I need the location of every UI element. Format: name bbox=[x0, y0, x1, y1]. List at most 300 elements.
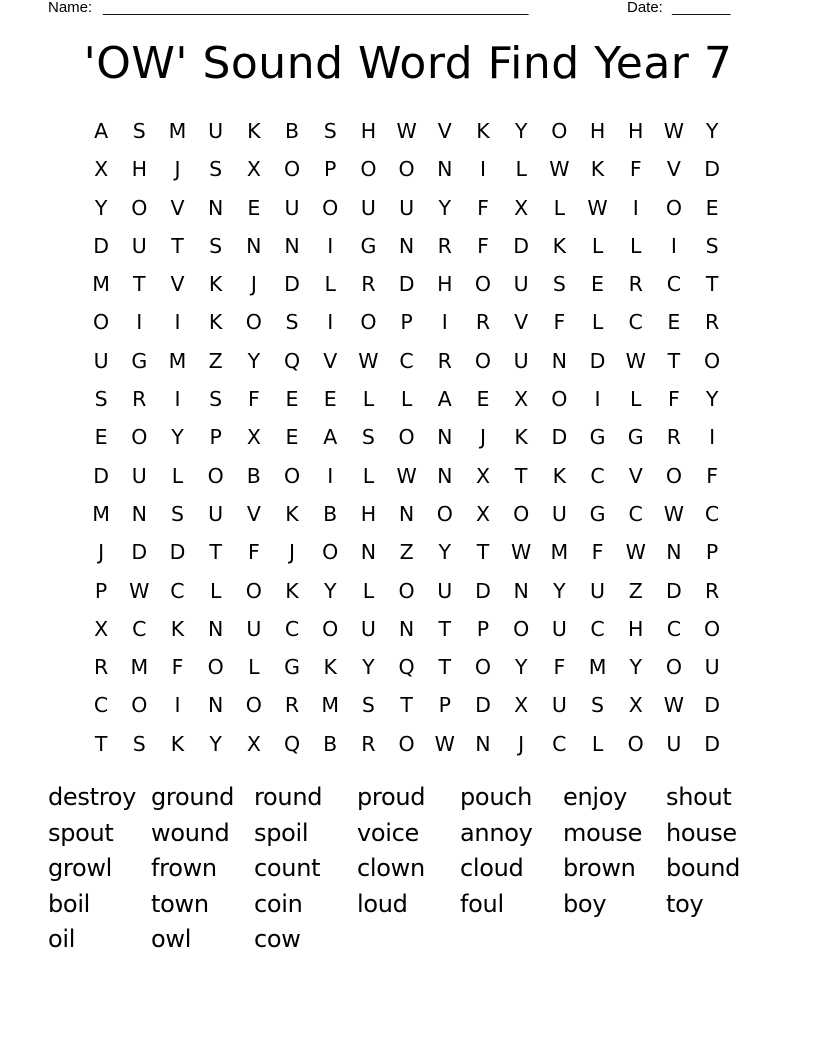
grid-letter: F bbox=[247, 387, 260, 412]
grid-letter: M bbox=[550, 540, 569, 565]
word-list-item: voice bbox=[357, 818, 420, 847]
word-list bbox=[48, 780, 769, 958]
grid-letter: D bbox=[666, 578, 682, 603]
grid-letter: R bbox=[284, 693, 300, 718]
grid-letter: H bbox=[360, 501, 377, 526]
grid-letter: W bbox=[511, 540, 532, 565]
word-list-item: oil bbox=[48, 925, 76, 954]
grid-letter: E bbox=[476, 387, 490, 412]
grid-letter: G bbox=[284, 655, 300, 680]
grid-letter: X bbox=[246, 425, 261, 450]
grid-letter: J bbox=[518, 731, 525, 756]
grid-letter: Y bbox=[323, 578, 337, 603]
grid-letter: U bbox=[360, 616, 376, 641]
page-title: 'OW' Sound Word Find Year 7 bbox=[83, 38, 733, 89]
grid-letter: Y bbox=[514, 655, 528, 680]
grid-letter: L bbox=[324, 272, 336, 297]
grid-letter: O bbox=[665, 195, 682, 220]
grid-letter: C bbox=[704, 501, 720, 526]
grid-letter: X bbox=[514, 693, 529, 718]
grid-letter: X bbox=[628, 693, 643, 718]
grid-letter: S bbox=[361, 425, 375, 450]
grid-letter: N bbox=[666, 540, 682, 565]
grid-letter: O bbox=[665, 655, 682, 680]
grid-letter: O bbox=[322, 540, 339, 565]
grid-letter: K bbox=[285, 578, 299, 603]
grid-letter: U bbox=[208, 501, 224, 526]
grid-letter: R bbox=[361, 731, 376, 756]
grid-letter: F bbox=[171, 655, 184, 680]
grid-letter: F bbox=[477, 195, 489, 220]
grid-letter: I bbox=[136, 310, 143, 335]
grid-letter: Q bbox=[283, 348, 301, 373]
grid-letter: K bbox=[170, 616, 185, 641]
grid-letter: P bbox=[400, 310, 413, 335]
grid-letter: D bbox=[131, 540, 148, 565]
grid-letter: L bbox=[362, 463, 375, 488]
grid-letter: S bbox=[209, 387, 223, 412]
grid-letter: K bbox=[208, 310, 223, 335]
grid-letter: R bbox=[704, 310, 720, 335]
grid-letter: W bbox=[129, 578, 150, 603]
grid-letter: G bbox=[360, 233, 377, 258]
grid-letter: O bbox=[398, 425, 415, 450]
grid-letter: Y bbox=[94, 195, 108, 220]
grid-letter: M bbox=[92, 501, 110, 526]
grid-letter: D bbox=[589, 348, 606, 373]
grid-letter: L bbox=[171, 463, 184, 488]
grid-letter: J bbox=[289, 540, 296, 565]
grid-letter: C bbox=[284, 616, 300, 641]
grid-letter: Z bbox=[628, 578, 643, 603]
grid-letter: O bbox=[474, 272, 492, 297]
grid-letter: F bbox=[477, 233, 489, 258]
grid-letter: O bbox=[474, 655, 492, 680]
grid-letter: O bbox=[245, 693, 262, 718]
word-list-item: owl bbox=[151, 925, 192, 954]
grid-letter: D bbox=[704, 693, 720, 718]
grid-letter: V bbox=[246, 501, 261, 526]
grid-letter: O bbox=[398, 731, 415, 756]
grid-letter: R bbox=[361, 272, 376, 297]
grid-letter: G bbox=[627, 425, 644, 450]
grid-letter: O bbox=[398, 157, 415, 182]
grid-letter: L bbox=[591, 310, 604, 335]
date-label: Date: bbox=[627, 0, 663, 16]
grid-letter: S bbox=[209, 233, 223, 258]
grid-letter: M bbox=[168, 348, 187, 373]
word-list-item: destroy bbox=[48, 783, 137, 811]
grid-letter: W bbox=[663, 693, 685, 718]
grid-letter: Z bbox=[208, 348, 223, 373]
grid-letter: S bbox=[285, 310, 299, 335]
grid-letter: K bbox=[514, 425, 528, 450]
grid-letter: M bbox=[168, 119, 187, 143]
grid-letter: C bbox=[170, 578, 185, 603]
grid-letter: C bbox=[399, 348, 414, 373]
grid-letter: L bbox=[400, 387, 413, 412]
grid-letter: O bbox=[627, 731, 644, 756]
word-list-item: town bbox=[151, 889, 209, 918]
word-list-item: brown bbox=[563, 854, 636, 883]
grid-letter: S bbox=[705, 233, 719, 258]
grid-letter: O bbox=[283, 157, 301, 182]
grid-letter: O bbox=[322, 195, 339, 220]
grid-letter: E bbox=[94, 425, 108, 450]
grid-letter: N bbox=[246, 233, 262, 258]
word-list-item: ground bbox=[151, 783, 235, 811]
grid-letter: X bbox=[514, 387, 529, 412]
grid-letter: J bbox=[250, 272, 257, 297]
grid-letter: P bbox=[438, 693, 451, 718]
word-list-item: pouch bbox=[460, 783, 533, 811]
grid-letter: U bbox=[704, 655, 720, 680]
grid-letter: O bbox=[131, 693, 148, 718]
grid-letter: N bbox=[284, 233, 300, 258]
grid-letter: D bbox=[704, 731, 720, 756]
grid-letter: I bbox=[174, 310, 181, 335]
grid-letter: L bbox=[591, 233, 604, 258]
grid-letter: W bbox=[663, 119, 685, 143]
grid-letter: O bbox=[131, 195, 148, 220]
grid-letter: L bbox=[362, 387, 375, 412]
grid-letter: C bbox=[590, 463, 605, 488]
grid-letter: D bbox=[284, 272, 300, 297]
grid-letter: P bbox=[705, 540, 719, 565]
grid-letter: A bbox=[94, 119, 109, 143]
grid-letter: F bbox=[553, 310, 566, 335]
grid-letter: T bbox=[514, 463, 528, 488]
grid-letter: O bbox=[704, 348, 721, 373]
grid-letter: I bbox=[670, 233, 677, 258]
grid-letter: R bbox=[666, 425, 682, 450]
grid-letter: M bbox=[321, 693, 340, 718]
grid-letter: W bbox=[587, 195, 608, 220]
grid-letter: J bbox=[174, 157, 181, 182]
grid-letter: C bbox=[552, 731, 567, 756]
grid-letter: O bbox=[360, 157, 377, 182]
grid-letter: C bbox=[628, 501, 643, 526]
grid-letter: N bbox=[207, 693, 224, 718]
grid-letter: Y bbox=[705, 119, 719, 143]
grid-letter: I bbox=[594, 387, 601, 412]
grid-letter: X bbox=[246, 731, 261, 756]
grid-letter: T bbox=[133, 272, 146, 297]
grid-letter: E bbox=[285, 425, 299, 450]
grid-letter: T bbox=[667, 348, 681, 373]
grid-letter: N bbox=[131, 501, 147, 526]
word-list-item: bound bbox=[666, 854, 741, 883]
word-list-item: wound bbox=[151, 818, 230, 847]
grid-letter: S bbox=[552, 272, 566, 297]
grid-letter: S bbox=[323, 119, 337, 143]
grid-letter: R bbox=[437, 233, 452, 258]
grid-letter: D bbox=[398, 272, 415, 297]
grid-letter: U bbox=[131, 233, 147, 258]
grid-letter: L bbox=[362, 578, 375, 603]
grid-letter: W bbox=[625, 540, 646, 565]
grid-letter: V bbox=[323, 348, 338, 373]
grid-letter: R bbox=[93, 655, 109, 680]
grid-letter: Y bbox=[171, 425, 184, 450]
grid-letter: K bbox=[247, 119, 261, 143]
grid-letter: O bbox=[474, 348, 492, 373]
word-list-item: boy bbox=[563, 889, 607, 918]
grid-letter: G bbox=[131, 348, 148, 373]
grid-letter: N bbox=[398, 501, 415, 526]
grid-letter: X bbox=[94, 157, 109, 182]
grid-letter: P bbox=[476, 616, 490, 641]
grid-letter: K bbox=[476, 119, 490, 143]
grid-letter: U bbox=[360, 195, 376, 220]
grid-letter: C bbox=[666, 272, 682, 297]
grid-letter: R bbox=[704, 578, 720, 603]
grid-letter: L bbox=[553, 195, 566, 220]
grid-letter: I bbox=[632, 195, 639, 220]
grid-letter: E bbox=[247, 195, 261, 220]
header-line bbox=[48, 0, 748, 20]
grid-letter: S bbox=[209, 157, 223, 182]
grid-letter: R bbox=[437, 348, 452, 373]
word-list-item: spoil bbox=[254, 818, 309, 847]
grid-letter: Y bbox=[247, 348, 261, 373]
grid-letter: F bbox=[553, 655, 566, 680]
grid-letter: V bbox=[170, 195, 185, 220]
word-list-item: cow bbox=[254, 925, 301, 954]
word-list-item: cloud bbox=[460, 854, 524, 883]
grid-letter: J bbox=[98, 540, 105, 565]
grid-letter: O bbox=[207, 463, 224, 488]
grid-letter: Y bbox=[362, 655, 375, 680]
grid-letter: I bbox=[174, 693, 181, 718]
grid-letter: P bbox=[94, 578, 108, 603]
grid-letter: S bbox=[170, 501, 184, 526]
word-list-item: proud bbox=[357, 783, 426, 811]
grid-letter: U bbox=[437, 578, 453, 603]
grid-letter: N bbox=[437, 463, 453, 488]
grid-letter: T bbox=[400, 693, 413, 718]
grid-letter: U bbox=[284, 195, 300, 220]
grid-letter: K bbox=[552, 463, 567, 488]
grid-letter: N bbox=[437, 157, 453, 182]
grid-letter: D bbox=[704, 157, 720, 182]
grid-letter: D bbox=[475, 693, 491, 718]
grid-letter: W bbox=[396, 119, 417, 143]
grid-letter: C bbox=[666, 616, 682, 641]
grid-letter: X bbox=[246, 157, 261, 182]
grid-letter: F bbox=[668, 387, 680, 412]
grid-letter: S bbox=[361, 693, 375, 718]
word-list-item: foul bbox=[460, 889, 504, 918]
word-list-item: mouse bbox=[563, 818, 643, 847]
grid-letter: O bbox=[245, 310, 262, 335]
word-list-item: spout bbox=[48, 818, 114, 847]
grid-letter: O bbox=[704, 616, 721, 641]
grid-letter: U bbox=[399, 195, 415, 220]
grid-letter: L bbox=[248, 655, 260, 680]
grid-letter: B bbox=[246, 463, 261, 488]
grid-letter: U bbox=[246, 616, 262, 641]
grid-letter: Y bbox=[629, 655, 642, 680]
word-list-item: toy bbox=[666, 889, 704, 918]
grid-letter: W bbox=[625, 348, 646, 373]
grid-letter: L bbox=[209, 578, 222, 603]
grid-letter: B bbox=[323, 501, 338, 526]
grid-letter: H bbox=[131, 157, 147, 182]
word-list-item: coin bbox=[254, 889, 303, 918]
grid-letter: J bbox=[479, 425, 486, 450]
grid-letter: N bbox=[360, 540, 377, 565]
grid-letter: O bbox=[665, 463, 682, 488]
grid-letter: Y bbox=[438, 540, 452, 565]
grid-letter: O bbox=[93, 310, 110, 335]
grid-letter: T bbox=[705, 272, 719, 297]
grid-letter: V bbox=[514, 310, 529, 335]
grid-letter: K bbox=[170, 731, 185, 756]
grid-letter: Z bbox=[399, 540, 414, 565]
grid-letter: T bbox=[438, 655, 452, 680]
name-blank: ___________________________________________________ bbox=[103, 0, 529, 16]
grid-letter: D bbox=[93, 233, 109, 258]
grid-letter: I bbox=[327, 463, 334, 488]
word-list-item: boil bbox=[48, 889, 91, 918]
grid-letter: K bbox=[323, 655, 337, 680]
grid-letter: D bbox=[551, 425, 568, 450]
grid-letter: N bbox=[513, 578, 529, 603]
grid-letter: D bbox=[513, 233, 530, 258]
grid-letter: K bbox=[552, 233, 567, 258]
grid-letter: C bbox=[628, 310, 643, 335]
grid-letter: O bbox=[207, 655, 224, 680]
grid-letter: M bbox=[92, 272, 110, 297]
grid-letter: X bbox=[514, 195, 529, 220]
grid-letter: Y bbox=[438, 195, 452, 220]
grid-letter: E bbox=[705, 195, 719, 220]
word-list-item: round bbox=[254, 783, 323, 811]
grid-letter: E bbox=[323, 387, 337, 412]
name-label: Name: bbox=[48, 0, 93, 16]
grid-letter: V bbox=[666, 157, 681, 182]
grid-letter: S bbox=[132, 731, 146, 756]
word-list-item: growl bbox=[48, 854, 113, 883]
grid-letter: X bbox=[475, 501, 490, 526]
grid-letter: B bbox=[323, 731, 338, 756]
grid-letter: W bbox=[663, 501, 685, 526]
grid-letter: O bbox=[513, 616, 530, 641]
grid-letter: Q bbox=[283, 731, 301, 756]
grid-letter: B bbox=[284, 119, 300, 143]
grid-letter: M bbox=[588, 655, 607, 680]
grid-letter: E bbox=[591, 272, 604, 297]
grid-letter: E bbox=[667, 310, 681, 335]
grid-letter: F bbox=[706, 463, 718, 488]
grid-letter: D bbox=[93, 463, 109, 488]
grid-letter: D bbox=[475, 578, 491, 603]
grid-letter: U bbox=[551, 501, 567, 526]
grid-letter: R bbox=[628, 272, 643, 297]
grid-letter: A bbox=[323, 425, 338, 450]
grid-letter: T bbox=[209, 540, 222, 565]
grid-letter: O bbox=[513, 501, 530, 526]
grid-letter: C bbox=[132, 616, 147, 641]
grid-letter: F bbox=[629, 157, 642, 182]
grid-letter: O bbox=[436, 501, 453, 526]
grid-letter: T bbox=[94, 731, 108, 756]
word-list-item: frown bbox=[151, 854, 217, 883]
grid-letter: V bbox=[170, 272, 185, 297]
grid-letter: O bbox=[283, 463, 301, 488]
word-list-item: loud bbox=[357, 889, 408, 918]
grid-letter: X bbox=[94, 616, 109, 641]
grid-letter: S bbox=[94, 387, 108, 412]
grid-letter: U bbox=[93, 348, 109, 373]
grid-letter: N bbox=[437, 425, 453, 450]
grid-letter: F bbox=[591, 540, 604, 565]
grid-letter: U bbox=[551, 616, 567, 641]
grid-letter: O bbox=[551, 119, 568, 143]
word-list-item: annoy bbox=[460, 818, 533, 847]
grid-letter: F bbox=[247, 540, 260, 565]
word-list-item: clown bbox=[357, 854, 425, 883]
grid-letter: G bbox=[589, 501, 606, 526]
grid-letter: N bbox=[398, 616, 415, 641]
grid-letter: Y bbox=[553, 578, 566, 603]
grid-letter: W bbox=[549, 157, 570, 182]
grid-letter: L bbox=[591, 731, 604, 756]
grid-letter: K bbox=[285, 501, 299, 526]
grid-letter: R bbox=[132, 387, 147, 412]
grid-letter: N bbox=[207, 616, 224, 641]
grid-letter: I bbox=[327, 310, 334, 335]
grid-letter: I bbox=[479, 157, 486, 182]
grid-letter: N bbox=[475, 731, 491, 756]
grid-letter: M bbox=[130, 655, 149, 680]
grid-letter: I bbox=[709, 425, 716, 450]
grid-letter: U bbox=[513, 348, 529, 373]
grid-letter: Q bbox=[398, 655, 415, 680]
grid-letter: U bbox=[208, 119, 224, 143]
grid-letter: I bbox=[441, 310, 448, 335]
word-list-item: count bbox=[254, 854, 321, 883]
grid-letter: N bbox=[398, 233, 415, 258]
grid-letter: S bbox=[591, 693, 605, 718]
grid-letter: I bbox=[174, 387, 181, 412]
grid-letter: W bbox=[396, 463, 417, 488]
grid-letter: H bbox=[360, 119, 377, 143]
grid-letter: L bbox=[630, 233, 642, 258]
grid-letter: N bbox=[207, 195, 224, 220]
grid-letter: C bbox=[590, 616, 605, 641]
grid-letter: A bbox=[437, 387, 452, 412]
letter-grid bbox=[82, 112, 731, 763]
grid-letter: K bbox=[208, 272, 223, 297]
grid-letter: S bbox=[132, 119, 146, 143]
date-blank: _______ bbox=[672, 0, 731, 16]
grid-letter: Y bbox=[514, 119, 528, 143]
grid-letter: T bbox=[476, 540, 490, 565]
grid-letter: C bbox=[93, 693, 109, 718]
grid-letter: U bbox=[551, 693, 567, 718]
grid-letter: H bbox=[628, 119, 644, 143]
grid-letter: U bbox=[513, 272, 529, 297]
grid-letter: D bbox=[169, 540, 186, 565]
grid-letter: P bbox=[209, 425, 222, 450]
grid-letter: H bbox=[589, 119, 606, 143]
grid-letter: L bbox=[630, 387, 642, 412]
grid-letter: P bbox=[324, 157, 337, 182]
grid-letter: U bbox=[131, 463, 147, 488]
grid-letter: K bbox=[590, 157, 605, 182]
